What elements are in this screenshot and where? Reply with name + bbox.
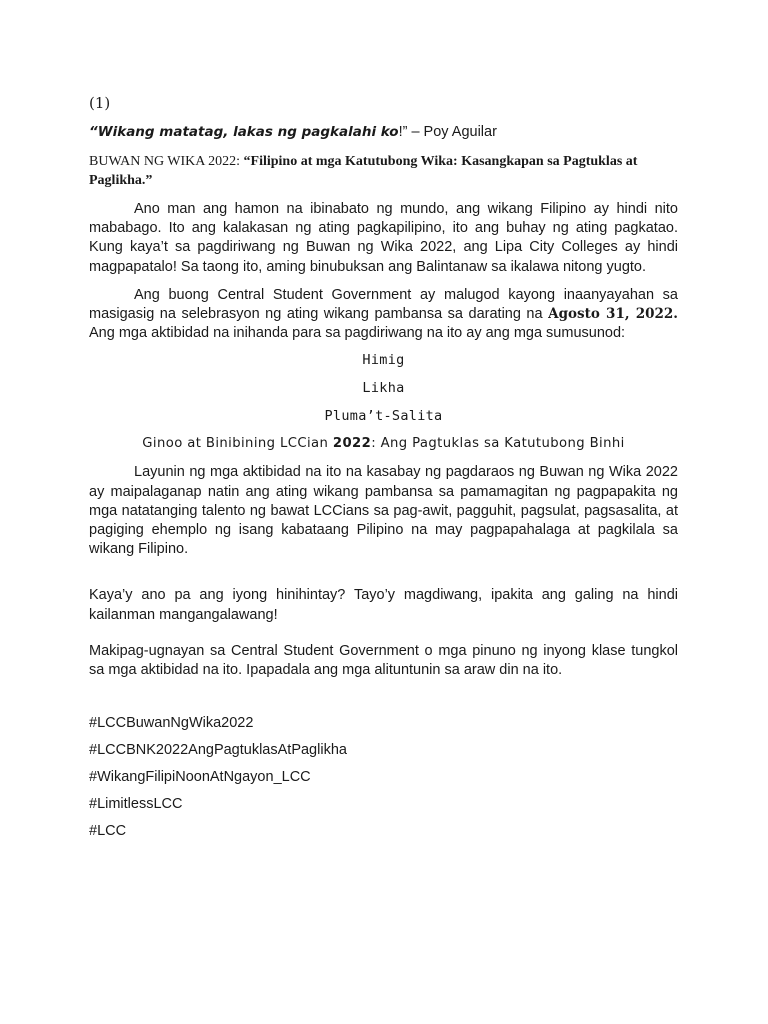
hashtag: #LimitlessLCC [89,796,183,813]
invitation-text-end: Ang mga aktibidad na inihanda para sa pagdiriwang na ito ay ang mga sumusunod: [89,325,626,342]
section-number: (1) [89,94,111,112]
hashtag: #WikangFilipiNoonAtNgayon_LCC [89,769,311,786]
activity-item: Pluma’t-Salita [324,408,443,425]
opening-quote [89,124,678,140]
theme-prefix: BUWAN NG WIKA 2022: [89,154,244,169]
hashtag: #LCCBuwanNgWika2022 [89,715,254,732]
paragraph-contact: Makipag-ugnayan sa Central Student Government o mga pinuno ng inyong klase tungkol sa mga aktibidad na ito. Ipapadala ang mga alituntunin sa araw din na ito. [89,642,678,679]
quote-attribution: !” – Poy Aguilar [398,124,497,140]
paragraph-invitation [89,286,678,344]
activity-pageant [89,436,678,451]
activity-item: Likha [362,380,405,397]
quote-text: “Wikang matatag, lakas ng pagkalahi ko [89,124,399,140]
paragraph-intro: Ano man ang hamon na ibinabato ng mundo, ang wikang Filipino ay hindi nito mababago. Ito ang kalakasan ng ating pagkapilipino, ito ang buhay ng ating pagkatao. Kung kaya’t sa pagdiriwang ng Buwan ng Wika 2022, ang Lipa City Colleges ay hindi magpapatalo! Sa taong ito, aming binubuksan ang Balintanaw sa ikalawa nitong yugto. [89,201,678,275]
theme-title: “Filipino at mga Katutubong Wika: Kasangkapan sa Pagtuklas at Paglikha.” [89,154,638,188]
theme-heading [89,152,678,190]
paragraph-call: Kaya’y ano pa ang iyong hinihintay? Tayo’y magdiwang, ipakita ang galing na hindi kailanman mangangalawang! [89,587,678,623]
event-date: Agosto 31, 2022. [548,306,679,323]
paragraph-objective: Layunin ng mga aktibidad na ito na kasabay ng pagdaraos ng Buwan ng Wika 2022 ay maipalaganap natin ang ating wikang pambansa sa pamamagitan ng pagpapakita ng mga natatanging talento ng bawat LCCians sa pag-awit, pagguhit, pagsulat, pagsasalita, at pagiging ehemplo ng isang kabataang Pilipino na may pagpapahalaga at pagkilala sa wikang Filipino. [89,464,678,558]
pageant-title: Ginoo at Binibining LCCian [142,436,333,452]
pageant-subtitle: : Ang Pagtuklas sa Katutubong Binhi [371,436,625,452]
invitation-text: Ang buong Central Student Government ay malugod kayong inaanyayahan sa masigasig na selebrasyon ng ating wikang pambansa sa darating na [89,286,678,323]
hashtag: #LCC [89,823,127,840]
hashtag: #LCCBNK2022AngPagtuklasAtPaglikha [89,742,347,759]
activity-item: Himig [362,352,405,369]
pageant-year: 2022 [332,436,372,452]
